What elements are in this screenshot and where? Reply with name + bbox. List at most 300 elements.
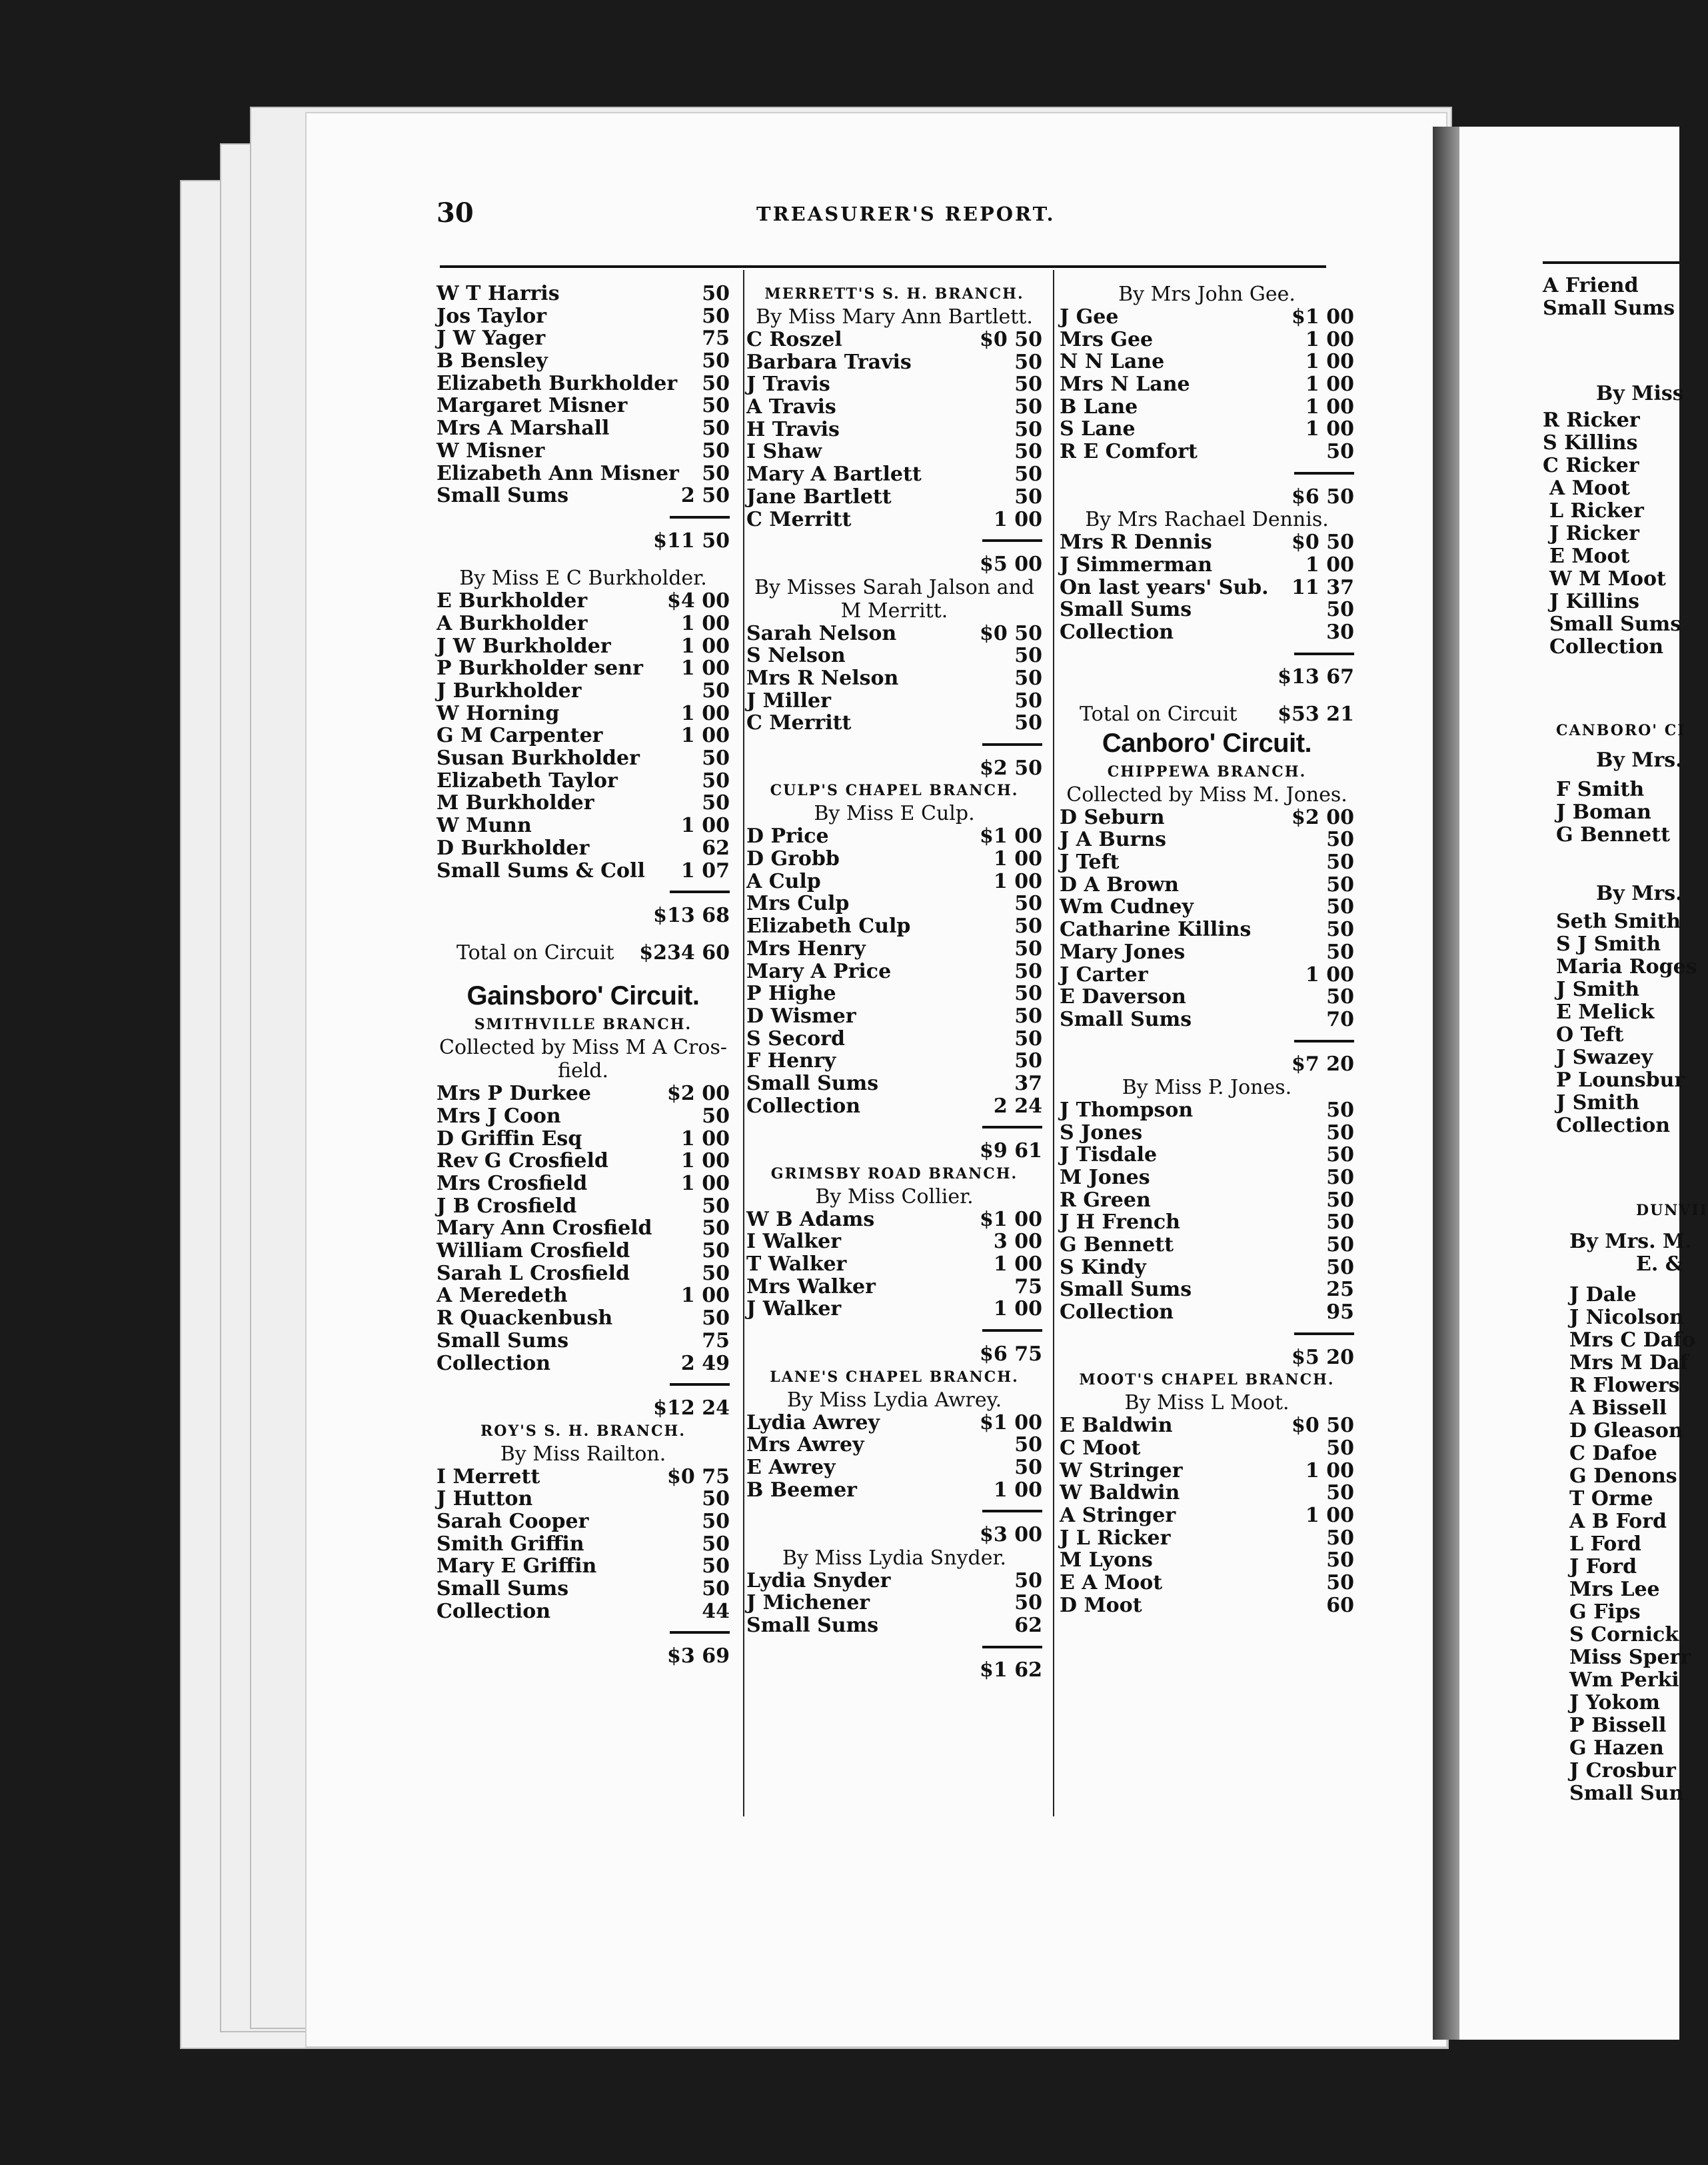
entry-amount: 50 [1014,417,1042,441]
entry-name: I Walker [746,1230,842,1254]
entry-amount: 50 [1326,1210,1354,1234]
right-page-line: O Teft [1556,1023,1624,1047]
entry-row [1060,599,1354,621]
entry-amount: 50 [702,1577,730,1600]
right-page-line: L Ford [1569,1532,1641,1556]
entry-row [436,1172,730,1195]
entry-row [746,1208,1042,1231]
branch-heading: ROY'S S. H. BRANCH. [480,1422,686,1440]
branch-heading: LANE'S CHAPEL BRANCH. [770,1368,1019,1386]
entry-name: J Miller [746,689,831,713]
collector-heading: By Miss Lydia Snyder. [782,1546,1007,1570]
entry-row [746,645,1042,667]
entry-name: Lydia Snyder [746,1568,891,1592]
entry-row [436,792,730,815]
entry-row [1060,1099,1354,1122]
entry-amount: 1 00 [680,634,730,658]
entry-amount: 2 24 [993,1094,1042,1118]
total-label [1060,486,1254,509]
entry-amount: 11 37 [1291,575,1354,599]
entry-name: Small Sums [746,1071,879,1095]
right-page-line: S J Smith [1556,933,1661,956]
entry-row [1060,396,1354,419]
entry-amount: 50 [1014,711,1042,735]
entry-name: Elizabeth Taylor [436,769,618,793]
entry-amount: 1 00 [1305,327,1354,351]
entry-amount: 1 00 [680,611,730,635]
total-amount: $3 00 [980,1522,1042,1546]
entry-row [436,770,730,793]
total-label [1060,1346,1254,1369]
entry-amount: 50 [1014,440,1042,464]
entry-amount: 50 [702,439,730,463]
entry-amount: 50 [1014,1027,1042,1051]
entry-row [1060,1189,1354,1212]
right-page-line: G Hazen [1569,1736,1664,1760]
column-divider-2 [1053,270,1054,1816]
sum-rule [746,1320,1042,1343]
entry-row [1060,1482,1354,1504]
entry-name: F Henry [746,1049,836,1073]
collector-heading: By Mrs Rachael Dennis. [1085,508,1329,532]
entry-row [746,441,1042,463]
header-rule [440,265,1326,268]
entry-name: Collection [436,1599,551,1623]
column-divider-1 [743,270,744,1816]
entry-amount: 50 [1326,985,1354,1009]
entry-name: Sarah Cooper [436,1509,589,1533]
right-page-line: J Ford [1569,1555,1637,1578]
entry-amount: 50 [702,791,730,815]
entry-amount: 50 [1326,598,1354,622]
entry-amount: 1 00 [1305,553,1354,577]
entry-amount: 50 [1326,1571,1354,1594]
entry-amount: 1 00 [680,1172,730,1195]
right-page-line: CANBORO' CI [1556,722,1686,739]
entry-name: Mrs Awrey [746,1433,864,1457]
entry-name: E Daverson [1060,985,1186,1009]
entry-row [746,893,1042,915]
entry-amount: 50 [702,1306,730,1330]
column-3 [1060,283,1354,1616]
entry-name: Smith Griffin [436,1532,584,1556]
total-label [746,1140,942,1162]
entry-amount: 50 [1014,395,1042,419]
entry-row [1060,1211,1354,1234]
collector-heading: By Miss Railton. [500,1442,666,1466]
total-row [436,942,730,965]
circuit-heading: Gainsboro' Circuit. [466,981,700,1011]
total-label [436,1645,630,1668]
entry-row [1060,441,1354,463]
entry-amount: 1 00 [1305,1503,1354,1527]
total-row [746,1140,1042,1162]
right-page-line: S Killins [1543,431,1638,455]
entry-row [1060,919,1354,941]
entry-name: J Michener [746,1591,870,1615]
entry-amount: $1 00 [980,1207,1042,1231]
entry-amount: 1 00 [680,724,730,748]
entry-row [746,983,1042,1005]
entry-row [1060,1594,1354,1617]
entry-amount: 50 [1014,350,1042,374]
entry-name: B Lane [1060,395,1138,419]
entry-row [746,1230,1042,1253]
entry-amount: 50 [1014,373,1042,397]
entry-name: Small Sums [436,484,569,508]
right-page-line: J Smith [1556,978,1640,1001]
entry-name: Mrs P Durkee [436,1082,591,1106]
right-page-line: C Ricker [1543,454,1639,477]
collector-heading: Collected by Miss M A Cros- [439,1036,727,1060]
total-row [746,1343,1042,1366]
entry-row [746,1434,1042,1456]
entry-name: Small Sums [436,1577,569,1600]
entry-amount: $0 50 [980,328,1042,351]
entry-amount: 50 [1326,1098,1354,1122]
entry-name: Collection [746,1094,861,1118]
entry-name: Collection [436,1351,551,1375]
entry-amount: 1 00 [1305,350,1354,374]
entry-row [436,463,730,485]
entry-name: M Burkholder [436,791,594,815]
sum-rule [436,1374,730,1397]
entry-name: Mary Jones [1060,940,1186,964]
sum-rule [746,1501,1042,1524]
collector-heading: By Miss L Moot. [1124,1391,1289,1415]
entry-row [436,1307,730,1330]
entry-amount: 3 00 [993,1230,1042,1254]
entry-amount: 25 [1326,1278,1354,1302]
sum-rule [1060,463,1354,486]
sum-rule [1060,1324,1354,1346]
entry-row [1060,829,1354,851]
entry-row [436,1195,730,1218]
total-label [1060,666,1254,689]
entry-name: T Walker [746,1252,847,1276]
total-amount: $9 61 [980,1139,1042,1162]
total-row [1060,1053,1354,1076]
right-page-line: Mrs M Daf [1569,1351,1689,1374]
right-page-line: R Flowers [1569,1374,1680,1397]
right-page-line: W M Moot [1549,567,1666,591]
entry-row [1060,1144,1354,1166]
entry-name: Jos Taylor [436,304,547,328]
entry-amount: 50 [1014,959,1042,983]
entry-name: C Merritt [746,507,852,531]
entry-amount: 2 49 [680,1351,730,1375]
right-page-line: Miss Sperr [1569,1646,1691,1669]
entry-row [436,1555,730,1578]
book-gutter [1433,127,1459,2040]
entry-row [436,440,730,463]
entry-row [436,1262,730,1285]
entry-row [746,1298,1042,1320]
sum-rule [746,531,1042,553]
total-label [746,1659,942,1682]
entry-name: J B Crosfield [436,1194,577,1218]
right-page-line: A Bissell [1569,1396,1667,1420]
entry-amount: 62 [1014,1614,1042,1637]
entry-row [1060,1234,1354,1256]
entry-amount: 50 [702,1487,730,1511]
entry-amount: 1 00 [993,847,1042,871]
total-row [746,1659,1042,1682]
entry-name: J Tisdale [1060,1143,1158,1167]
entry-name: J Carter [1060,963,1148,987]
entry-amount: 1 00 [680,657,730,681]
entry-row [1060,554,1354,577]
entry-amount: 2 50 [680,484,730,508]
entry-amount: 50 [1014,915,1042,939]
entry-row [1060,306,1354,329]
right-page-line: E. & [1636,1252,1683,1276]
right-page-line: J Yokom [1569,1691,1660,1714]
entry-name: Sarah Nelson [746,621,897,645]
entry-name: W B Adams [746,1207,875,1231]
entry-name: Small Sums [746,1614,879,1637]
entry-amount: 50 [1326,940,1354,964]
entry-name: G Bennett [1060,1233,1174,1257]
entry-row [746,1050,1042,1073]
collector-heading: By Miss Mary Ann Bartlett. [756,305,1033,329]
entry-row [436,1533,730,1556]
entry-row [1060,1166,1354,1189]
entry-name: N N Lane [1060,350,1165,374]
sum-rule [436,507,730,530]
right-page-line: J Dale [1569,1283,1637,1306]
entry-row [1060,1256,1354,1279]
entry-amount: $0 50 [980,621,1042,645]
total-row [436,1645,730,1668]
entry-name: D Grobb [746,847,840,871]
entry-amount: 1 07 [680,859,730,883]
collector-heading: By Mrs John Gee. [1118,283,1295,306]
entry-amount: 1 00 [993,1252,1042,1276]
entry-name: Small Sums [1060,598,1192,622]
branch-heading: GRIMSBY ROAD BRANCH. [770,1164,1018,1182]
entry-amount: $1 00 [980,825,1042,849]
entry-amount: 1 00 [680,1284,730,1308]
collector-heading: By Miss Lydia Awrey. [786,1388,1002,1412]
collector-heading: field. [557,1059,609,1083]
circuit-heading: Canboro' Circuit. [1102,728,1312,758]
entry-name: M Lyons [1060,1548,1153,1572]
entry-amount: 1 00 [993,507,1042,531]
right-page-line: By Miss [1596,382,1684,405]
entry-row [436,747,730,770]
entry-name: Catharine Killins [1060,918,1252,942]
entry-row [746,871,1042,893]
entry-row [1060,621,1354,644]
entry-row [746,667,1042,690]
running-head: TREASURER'S REPORT. [756,203,1056,225]
collector-heading: M Merritt. [840,599,948,623]
entry-name: Margaret Misner [436,394,628,418]
entry-amount: 50 [1326,1166,1354,1189]
entry-row [1060,1460,1354,1482]
total-label [746,1343,942,1366]
page-number: 30 [436,197,474,229]
right-page-line: Maria Roges [1556,955,1697,979]
entry-name: S Jones [1060,1120,1143,1144]
entry-amount: 1 00 [1305,395,1354,419]
branch-heading: CULP'S CHAPEL BRANCH. [770,782,1019,800]
right-page-line: Mrs Lee [1569,1578,1660,1601]
entry-amount: 50 [1014,1591,1042,1615]
total-amount: $1 62 [980,1658,1042,1682]
entry-amount: $2 00 [667,1082,730,1106]
entry-name: J W Yager [436,327,546,351]
entry-row [436,590,730,613]
entry-name: J W Burkholder [436,634,611,658]
entry-name: Mary A Bartlett [746,463,922,487]
entry-name: W Misner [436,439,545,463]
entry-name: Mrs Walker [746,1274,876,1298]
entry-amount: 50 [1014,666,1042,690]
total-label [436,530,630,553]
entry-name: C Merritt [746,711,852,735]
entry-name: Elizabeth Burkholder [436,371,678,395]
entry-name: B Beemer [746,1478,857,1502]
entry-amount: 50 [702,747,730,771]
entry-name: Wm Cudney [1060,895,1194,919]
right-page-line: A Friend [1543,274,1639,297]
entry-name: Susan Burkholder [436,747,640,771]
entry-name: Mrs A Marshall [436,417,610,441]
entry-name: Mrs Gee [1060,327,1154,351]
total-row [746,553,1042,576]
branch-heading: MOOT'S CHAPEL BRANCH. [1079,1371,1335,1389]
collector-heading: By Miss E Culp. [814,802,975,826]
entry-row [746,1614,1042,1637]
entry-name: Barbara Travis [746,350,912,374]
entry-row [1060,851,1354,874]
entry-amount: 1 00 [993,1297,1042,1321]
entry-row [436,860,730,883]
block-spacer [436,552,730,567]
entry-row [436,1150,730,1172]
entry-name: Small Sums & Coll [436,859,645,883]
entry-name: Collection [1060,620,1174,644]
entry-row [436,635,730,658]
entry-row [436,350,730,373]
sum-rule [436,1622,730,1645]
total-label [436,1397,630,1420]
entry-row [746,1570,1042,1592]
collector-heading: Collected by Miss M. Jones. [1066,783,1347,807]
right-page-line: R Ricker [1543,409,1640,432]
entry-amount: 50 [702,1239,730,1263]
branch-heading: SMITHVILLE BRANCH. [474,1016,692,1034]
entry-name: S Secord [746,1027,845,1051]
entry-amount: 1 00 [1305,963,1354,987]
entry-row [436,283,730,305]
entry-amount: 50 [1014,892,1042,916]
total-label [436,905,630,927]
entry-amount: 75 [702,327,730,351]
entry-name: E Awrey [746,1455,836,1479]
column-1 [436,283,730,1668]
entry-name: J H French [1060,1210,1180,1234]
entry-row [1060,351,1354,373]
entry-row [1060,1278,1354,1301]
block-spacer [436,927,730,942]
right-page-line: D Gleason [1569,1419,1683,1442]
entry-amount: 50 [1014,644,1042,668]
entry-name: S Kindy [1060,1255,1146,1279]
total-label: Total on Circuit [456,941,614,965]
entry-row [746,1276,1042,1298]
entry-row [1060,531,1354,554]
entry-amount: 50 [1014,1455,1042,1479]
entry-amount: $1 00 [1291,305,1354,329]
entry-row [746,373,1042,396]
collector-heading: By Misses Sarah Jalson and [754,575,1035,599]
entry-name: Mrs J Coon [436,1104,561,1128]
total-row [1060,703,1354,726]
entry-name: J Walker [746,1297,842,1321]
entry-amount: 50 [1326,1548,1354,1572]
entry-amount: 50 [702,282,730,305]
sum-rule [746,735,1042,757]
entry-name: Mrs R Nelson [746,666,899,690]
entry-name: Jane Bartlett [746,485,892,509]
total-label [1060,1053,1254,1076]
entry-row [1060,874,1354,897]
entry-amount: 50 [1326,1481,1354,1505]
entry-name: A Culp [746,869,821,893]
right-page-line: J Smith [1556,1091,1640,1114]
entry-row [1060,1527,1354,1550]
entry-name: D Seburn [1060,805,1165,829]
entry-row [436,417,730,440]
entry-row [746,396,1042,419]
entry-row [746,351,1042,374]
entry-row [436,1217,730,1240]
total-amount: $3 69 [667,1644,730,1668]
entry-name: S Lane [1060,417,1136,441]
entry-amount: 50 [1014,1004,1042,1028]
collector-heading: By Miss Collier. [815,1184,974,1208]
entry-name: B Bensley [436,349,548,373]
entry-amount: 30 [1326,620,1354,644]
entry-row [1060,1437,1354,1460]
entry-row [746,1005,1042,1028]
entry-row [746,825,1042,848]
entry-amount: 50 [702,1509,730,1533]
entry-amount: $2 00 [1291,805,1354,829]
entry-amount: 50 [1014,485,1042,509]
right-page-line: G Denons [1569,1464,1677,1488]
entry-name: R Green [1060,1188,1151,1212]
right-page-line: G Fips [1569,1600,1641,1624]
entry-row [436,657,730,680]
entry-name: S Nelson [746,644,846,668]
entry-amount: 50 [1014,937,1042,961]
entry-name: W Stringer [1060,1458,1183,1482]
entry-amount: 50 [702,1261,730,1285]
sum-rule [1060,1031,1354,1054]
right-page-line: Small Sun [1569,1782,1684,1805]
entry-amount: 50 [1326,440,1354,464]
entry-row [746,1073,1042,1095]
right-page-line: A B Ford [1569,1510,1667,1533]
entry-amount: 50 [1014,1049,1042,1073]
entry-row [436,1284,730,1307]
right-page-line: J Crosbur [1569,1759,1676,1782]
entry-amount: 50 [702,769,730,793]
